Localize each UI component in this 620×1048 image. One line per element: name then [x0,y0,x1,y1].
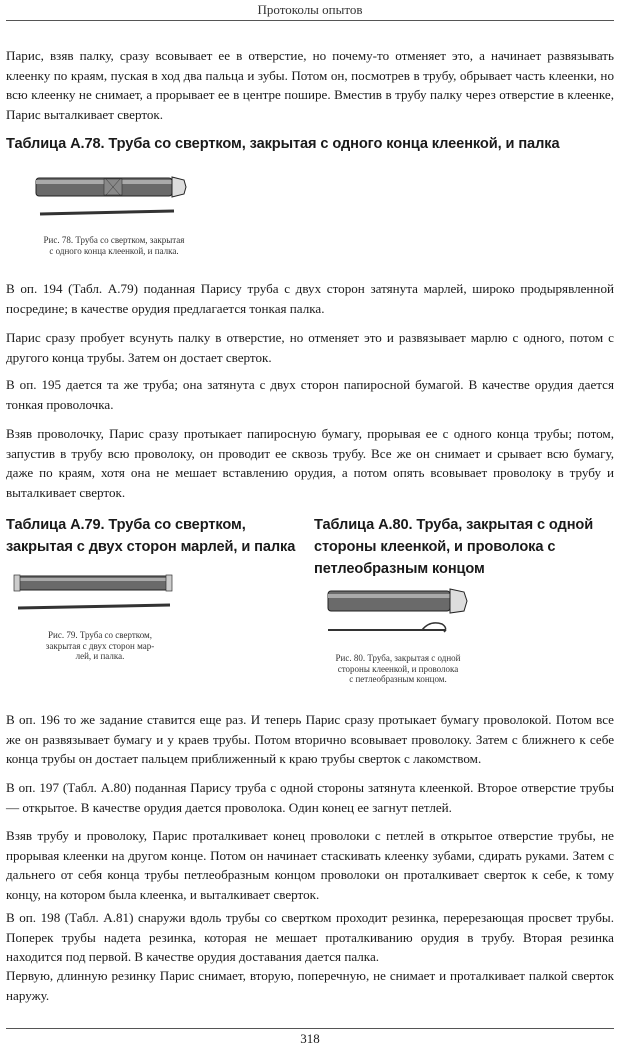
paragraph-8: Взяв трубу и проволоку, Парис проталкивает конец проволоки с петлей в открытое отверстие трубы, не прорывая клеенки на другом конце. Потом он начинает стаскивать клеенку зубами, сдирать руками. Затем с дальнего от себя конца трубы петлеобразным концом проволоки он проталкивает сверток к себе, к тому концу, на котором была клеенка, и выталкивает сверток. [6,828,614,902]
paragraph-3: Парис сразу пробует всунуть палку в отверстие, но отменяет это и развязывает марлю с одного, потом с другого конца трубы. Затем он достает сверток. [6,330,614,365]
paragraph-10: Первую, длинную резинку Парис снимает, вторую, поперечную, не снимает и проталкивает палкой сверток наружу. [6,968,614,1003]
paragraph-6: В оп. 196 то же задание ставится еще раз. И теперь Парис сразу протыкает бумагу проволокой. Потом все же он развязывает бумагу и у краев трубы. Потом вторично всовывает проволоку. Затем с ближнего к себе конца трубы он достает пальцем приближенный к краю трубы сверток с лакомством. [6,712,614,766]
running-header: Протоколы опытов [257,2,363,17]
figure-78-caption: Рис. 78. Труба со свертком, закрытая с одного конца клеенкой, и палка. [43,235,185,256]
paragraph-9: В оп. 198 (Табл. А.81) снаружи вдоль трубы со свертком проходит резинка, перерезающая просвет трубы. Поперек трубы надета резинка, которая не мешает проталкиванию орудия в трубу. Вторая резинка находится под первой. В качестве орудия доставания дается палка. [6,910,614,964]
footer-rule [6,1028,614,1029]
figure-78-tube-illustration [34,174,194,224]
paragraph-4: В оп. 195 дается та же труба; она затянута с двух сторон папиросной бумагой. В качестве орудия дается тонкая проволочка. [6,377,614,412]
paragraph-7: В оп. 197 (Табл. А.80) поданная Парису труба с одной стороны затянута клеенкой. Второе отверстие трубы — открытое. В качестве орудия дается проволока. Один конец ее загнут петлей. [6,780,614,815]
figure-79-caption: Рис. 79. Труба со свертком, закрытая с двух сторон мар- лей, и палка. [45,630,155,661]
paragraph-5: Взяв проволочку, Парис сразу протыкает папиросную бумагу, прорывая ее с одного конца трубы; потом, запустив в трубу всю проволоку, он проводит ее сквозь трубу. Все же он снимает и срывает всю бумагу, даже по краям, хотя она не мешает вставлению орудия, а потом опять всовывает проволоку в трубу и выталкивает сверток. [6,426,614,500]
paragraph-1: Парис, взяв палку, сразу всовывает ее в отверстие, но почему-то отменяет это, а начинает развязывать клеенку по краям, пуская в ход два пальца и зубы. Потом он, посмотрев в трубу, обрывает часть клеенки, но всю клеенку не снимает, а прорывает ее в центре пошире. Вместив в трубу палку через отверстие в клеенке, Парис выталкивает сверток. [6,48,614,122]
table-a80-title: Таблица А.80. Труба, закрытая с одной стороны клеенкой, и проволока с петлеобразным концом [314,517,594,577]
figure-80-caption: Рис. 80. Труба, закрытая с одной стороны клеенкой, и проволока с петлеобразным концом. [335,653,461,684]
paragraph-2: В оп. 194 (Табл. А.79) поданная Парису труба с двух сторон затянута марлей, широко продырявленной посредине; в качестве орудия предлагается тонкая палка. [6,281,614,316]
page-number: 318 [300,1031,320,1046]
figure-80-tube-illustration [326,586,476,638]
header-rule [6,20,614,21]
figure-79-tube-illustration [14,572,174,620]
table-a78-title: Таблица А.78. Труба со свертком, закрытая с одного конца клеенкой, и палка [6,136,560,152]
table-a79-title: Таблица А.79. Труба со свертком, закрытая с двух сторон марлей, и палка [6,517,296,555]
